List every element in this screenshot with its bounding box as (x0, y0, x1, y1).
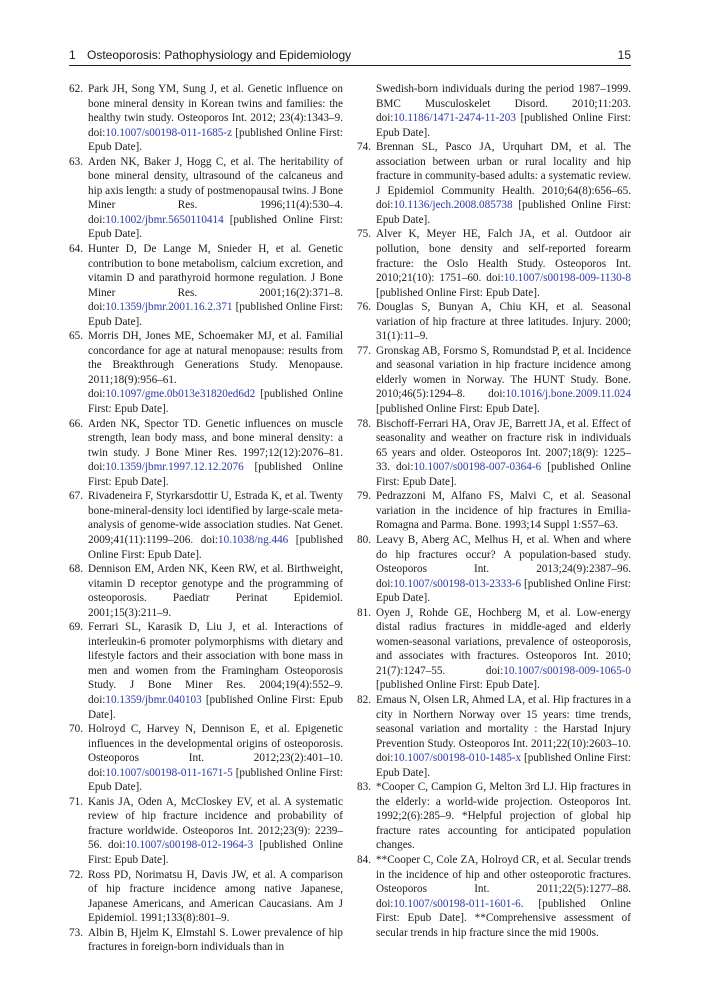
reference-note: [published Online First: Epub Date]. (376, 679, 540, 692)
reference-note: [published Online First: Epub Date]. (376, 403, 540, 416)
reference-note: [published Online First: Epub Date]. (376, 752, 631, 779)
reference-text: Alver K, Meyer HE, Falch JA, et al. Outdoor air pollution, bone density and self-reported forearm fracture: the Oslo Health Study. Osteoporos Int. 2010;21(10): 1751–60. doi: (376, 228, 631, 285)
reference-number: 62. (69, 83, 83, 95)
reference-text: **Cooper C, Cole ZA, Holroyd CR, et al. Secular trends in the incidence of hip and other osteoporotic fractures. Osteoporos Int. 2011;22(5):1277–88. doi: (376, 853, 631, 910)
doi-link[interactable]: 10.1007/s00198-013-2333-6 (393, 577, 522, 590)
reference-text: Arden NK, Spector TD. Genetic influences on muscle strength, lean body mass, and bone mineral density: a twin study. J Bone Miner Res. 1997;12(12):2076–81. doi: (88, 417, 343, 474)
running-header (69, 47, 631, 66)
reference-text: Arden NK, Baker J, Hogg C, et al. The heritability of bone mineral density, ultrasound of the calcaneus and hip axis length: a study of postmenopausal twins. J Bone Miner Res. 1996;11(4):530–4. doi: (88, 155, 343, 226)
reference-item (357, 344, 631, 417)
reference-text: Albin B, Hjelm K, Elmstahl S. Lower prevalence of hip fractures in foreign-born individuals than in (88, 926, 343, 954)
reference-number: 82. (357, 693, 371, 706)
doi-link[interactable]: 10.1007/s00198-007-0364-6 (413, 461, 542, 474)
reference-number: 63. (69, 155, 83, 168)
reference-item (357, 417, 631, 490)
reference-text: Swedish-born individuals during the period 1987–1999. BMC Musculoskelet Disord. 2010;11:203. doi: (376, 83, 631, 125)
reference-item (357, 693, 631, 780)
reference-text: Leavy B, Aberg AC, Melhus H, et al. When and where do hip fractures occur? A population-based study. Osteoporos Int. 2013;24(9):2387–96. doi: (376, 533, 631, 590)
reference-item (69, 242, 343, 329)
doi-link[interactable]: 10.1359/jbmr.1997.12.12.2076 (105, 461, 244, 474)
reference-note: [published Online First: Epub Date]. (88, 839, 344, 866)
reference-text: *Cooper C, Campion G, Melton 3rd LJ. Hip fractures in the elderly: a world-wide projection. Osteoporos Int. 1992;2(6):285–9. *Helpful projection of global hip fracture rates accounting for anticipated population changes. (376, 781, 631, 852)
reference-text: Bischoff-Ferrari HA, Orav JE, Barrett JA, et al. Effect of seasonality and weather on fracture risk in individuals 65 years and older. Osteoporos Int. 2007;18(9): 1225–33. doi: (376, 417, 631, 474)
left-column (69, 82, 343, 955)
doi-link[interactable]: 10.1186/1471-2474-11-203 (393, 112, 516, 125)
reference-item (69, 82, 343, 155)
doi-link[interactable]: 10.1007/s00198-009-1130-8 (503, 272, 631, 285)
reference-item (357, 300, 631, 344)
reference-note: [published Online First: Epub Date]. (376, 199, 631, 226)
reference-note: [published Online First: Epub Date]. (88, 388, 343, 416)
doi-link[interactable]: 10.1002/jbmr.5650110414 (105, 213, 224, 226)
reference-number: 80. (357, 533, 371, 546)
reference-number: 84. (357, 853, 371, 866)
reference-note: [published Online First: Epub Date]. (88, 693, 343, 721)
reference-note: [published Online First: Epub Date]. (88, 766, 343, 794)
reference-item (69, 155, 343, 242)
reference-text: Ferrari SL, Karasik D, Liu J, et al. Interactions of interleukin-6 promoter polymorphisms with dietary and lifestyle factors and their association with bone mass in men and women from the Framingham Osteoporosis Study. J Bone Miner Res. 2004;19(4):552–9. doi: (88, 621, 343, 706)
doi-link[interactable]: 10.1007/s00198-011-1671-5 (105, 766, 233, 779)
reference-text: Dennison EM, Arden NK, Keen RW, et al. Birthweight, vitamin D receptor genotype and the programming of osteoporosis. Paediatr Perinat Epidemiol. 2001;15(3):211–9. (88, 563, 343, 619)
chapter-heading (69, 47, 351, 63)
reference-note: [published Online First: Epub Date]. (376, 577, 631, 605)
reference-note: . [published Online First: Epub Date]. **Comprehensive assessment of secular trends in hip fracture since the mid 1900s. (376, 897, 631, 939)
reference-number: 70. (69, 723, 83, 736)
doi-link[interactable]: 10.1097/gme.0b013e31820ed6d2 (105, 388, 256, 401)
reference-item (69, 722, 343, 795)
reference-continuation (357, 82, 631, 140)
doi-link[interactable]: 10.1359/jbmr.2001.16.2.371 (105, 301, 233, 314)
reference-item (69, 489, 343, 562)
reference-note: [published Online First: Epub Date]. (376, 461, 632, 488)
doi-link[interactable]: 10.1007/s00198-011-1685-z (105, 126, 233, 139)
doi-link[interactable]: 10.1007/s00198-010-1485-x (393, 752, 522, 765)
reference-number: 76. (357, 301, 371, 314)
reference-note: [published Online First: Epub Date]. (376, 286, 540, 299)
reference-text: Brennan SL, Pasco JA, Urquhart DM, et al. The association between urban or rural locality and hip fracture in community-based adults: a systematic review. J Epidemiol Community Health. 2010;64(8):656–65. doi: (376, 141, 631, 212)
reference-number: 75. (357, 228, 371, 241)
reference-item (69, 329, 343, 416)
reference-number: 67. (69, 490, 83, 503)
reference-text: Emaus N, Olsen LR, Ahmed LA, et al. Hip fractures in a city in Northern Norway over 15 years: time trends, seasonal variation and mortality : the Harstad Injury Prevention Study. Osteoporos Int. 2011;22(10):2603–10. doi: (376, 693, 631, 765)
reference-number: 69. (69, 621, 83, 634)
reference-item (357, 533, 631, 606)
reference-item (69, 868, 343, 926)
reference-item (357, 489, 631, 533)
page-number: 15 (617, 48, 631, 62)
doi-link[interactable]: 10.1007/s00198-011-1601-6 (393, 897, 521, 910)
reference-number: 73. (69, 926, 83, 939)
reference-text: Kanis JA, Oden A, McCloskey EV, et al. A systematic review of hip fracture incidence and probability of fracture worldwide. Osteoporos Int. 2012;23(9): 2239–56. doi: (88, 795, 343, 852)
reference-text: Oyen J, Rohde GE, Hochberg M, et al. Low-energy distal radius fractures in middle-aged and elderly women-seasonal variations, prevalence of osteoporosis, and associates with fractures. Osteoporos Int. 2010; 21(7):1247–55. doi: (376, 606, 631, 677)
reference-number: 64. (69, 243, 83, 256)
reference-item (69, 562, 343, 620)
chapter-title: Osteoporosis: Pathophysiology and Epidemiology (87, 48, 352, 62)
doi-link[interactable]: 10.1007/s00198-009-1065-0 (503, 664, 631, 677)
reference-number: 72. (69, 868, 83, 881)
reference-number: 66. (69, 417, 83, 430)
reference-note: [published Online First: Epub Date]. (88, 126, 343, 154)
doi-link[interactable]: 10.1136/jech.2008.085738 (393, 199, 513, 212)
reference-item (69, 417, 343, 490)
reference-item (357, 140, 631, 227)
reference-text: Park JH, Song YM, Sung J, et al. Genetic influence on bone mineral density in Korean twins and families: the healthy twin study. Osteoporos Int. 2012; 23(4):1343–9. doi: (88, 83, 343, 139)
chapter-number: 1 (69, 48, 76, 62)
reference-text: Morris DH, Jones ME, Schoemaker MJ, et al. Familial concordance for age at natural menopause: results from the Breakthrough Generations Study. Menopause. 2011;18(9):956–61. doi: (88, 330, 343, 401)
reference-number: 65. (69, 330, 83, 343)
reference-item (357, 227, 631, 300)
reference-number: 71. (69, 795, 83, 808)
reference-item (69, 795, 343, 868)
doi-link[interactable]: 10.1359/jbmr.040103 (105, 693, 202, 706)
reference-note: [published Online First: Epub Date]. (88, 213, 343, 241)
reference-text: Hunter D, De Lange M, Snieder H, et al. Genetic contribution to bone metabolism, calcium excretion, and vitamin D and parathyroid hormone regulation. J Bone Miner Res. 2001;16(2):371–8. doi: (88, 243, 343, 314)
right-column (357, 82, 631, 940)
reference-number: 81. (357, 606, 371, 619)
doi-link[interactable]: 10.1007/s00198-012-1964-3 (125, 839, 254, 852)
reference-text: Rivadeneira F, Styrkarsdottir U, Estrada K, et al. Twenty bone-mineral-density loci identified by large-scale meta-analysis of genome-wide association studies. Nat Genet. 2009;41(11):1199–206. doi: (88, 490, 343, 546)
reference-item (69, 620, 343, 722)
reference-item (357, 606, 631, 693)
reference-item (69, 926, 343, 955)
reference-note: [published Online First: Epub Date]. (88, 461, 343, 488)
reference-number: 78. (357, 417, 371, 430)
doi-link[interactable]: 10.1016/j.bone.2009.11.024 (505, 388, 631, 401)
doi-link[interactable]: 10.1038/ng.446 (218, 533, 289, 546)
reference-number: 83. (357, 781, 371, 794)
reference-text: Ross PD, Norimatsu H, Davis JW, et al. A comparison of hip fracture incidence among native Japanese, Japanese Americans, and American Caucasians. Am J Epidemiol. 1991;133(8):801–9. (88, 868, 343, 925)
reference-item (357, 853, 631, 940)
reference-number: 79. (357, 490, 371, 503)
reference-text: Gronskag AB, Forsmo S, Romundstad P, et al. Incidence and seasonal variation in hip fracture incidence among elderly women in Norway. The HUNT Study. Bone. 2010;46(5):1294–8. doi: (376, 344, 631, 401)
reference-note: [published Online First: Epub Date]. (376, 112, 631, 139)
reference-item (357, 780, 631, 853)
reference-note: [published Online First: Epub Date]. (88, 533, 343, 561)
reference-text: Holroyd C, Harvey N, Dennison E, et al. Epigenetic influences in the developmental origins of osteoporosis. Osteoporos Int. 2012;23(2):401–10. doi: (88, 723, 343, 779)
reference-text: Douglas S, Bunyan A, Chiu KH, et al. Seasonal variation of hip fracture at three latitudes. Injury. 2000; 31(1):11–9. (376, 301, 631, 343)
reference-number: 77. (357, 344, 371, 357)
reference-number: 74. (357, 141, 371, 154)
reference-text: Pedrazzoni M, Alfano FS, Malvi C, et al. Seasonal variation in the incidence of hip fractures in Emilia-Romagna and Parma. Bone. 1993;14 Suppl 1:S57–63. (376, 490, 631, 532)
reference-note: [published Online First: Epub Date]. (88, 301, 343, 328)
reference-number: 68. (69, 563, 83, 576)
